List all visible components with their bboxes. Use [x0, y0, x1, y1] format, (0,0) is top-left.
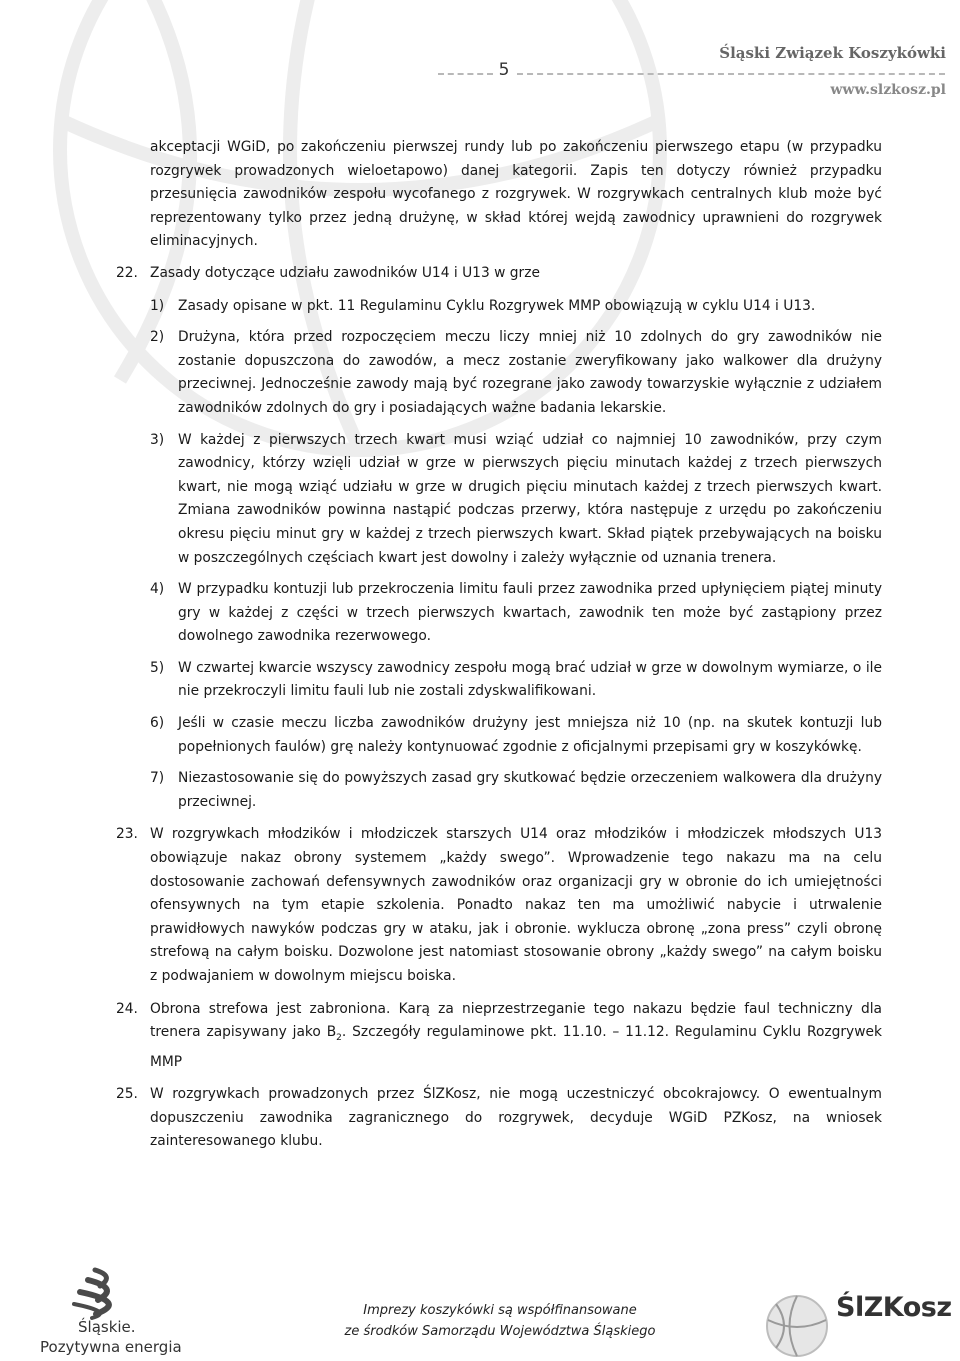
list-item [150, 295, 882, 319]
slzkosz-logo-text: ŚlZKosz [836, 1292, 952, 1323]
list-item-text: W każdej z pierwszych trzech kwart musi wziąć udział co najmniej 10 zawodników, przy czym zawodnicy, którzy wzięli udział w grze w pierwszych pięciu minutach każdej z trzech pierwszych kwart, nie mogą wziąć udziału w grze w drugich pięciu minutach każdej z trzech pierwszych kwart. Zmiana zawodników powinna nastąpić podczas przerwy, która następuje z urzędu po zakończeniu okresu pięciu minut gry w każdej z trzech pierwszych kwart. Skład piątek przebywających na boisku w poszczególnych częściach kwart jest dowolny i zależy wyłącznie od uznania trenera. [178, 431, 882, 566]
slaskie-name: Śląskie. [78, 1318, 136, 1336]
funding-line: Imprezy koszykówki są współfinansowane [363, 1303, 637, 1318]
list-item-number: 2) [150, 329, 165, 346]
section-title: Zasady dotyczące udziału zawodników U14 i U13 w grze [150, 264, 540, 281]
header-divider-left [438, 73, 493, 75]
page-footer [0, 1262, 960, 1361]
list-item [150, 712, 882, 759]
section-number: 25. [116, 1086, 138, 1103]
list-item-number: 3) [150, 431, 165, 448]
slaskie-tagline: Pozytywna energia [40, 1338, 182, 1356]
section-number: 24. [116, 1000, 138, 1017]
list-item [150, 326, 882, 420]
list-item-text: Jeśli w czasie meczu liczba zawodników drużyny jest mniejsza niż 10 (np. na skutek kontuzji lub popełnionych faulów) grę należy kontynuować zgodnie z oficjalnymi przepisami gry w koszykówkę. [178, 715, 882, 755]
page-header [0, 0, 960, 110]
intro-paragraph: akceptacji WGiD, po zakończeniu pierwszej rundy lub po zakończeniu pierwszego etapu (w przypadku rozgrywek prowadzonych wieloetapowo) danej kategorii. Zapis ten dotyczy również przypadku przesunięcia zawodników zespołu wycofanego z rozgrywek. W rozgrywkach centralnych klub może być reprezentowany tylko przez jedną drużynę, w skład której wejdą zawodnicy uprawnieni do rozgrywek eliminacyjnych. [150, 139, 882, 250]
page-number: 5 [498, 60, 510, 80]
list-item [150, 429, 882, 571]
list-item-text: W przypadku kontuzji lub przekroczenia limitu fauli przez zawodnika przed upłynięciem piątej minuty gry w każdej z części w trzech pierwszych kwartach, zawodnik ten może być zastąpiony przez dowolnego zawodnika rezerwowego. [178, 581, 882, 645]
list-item-number: 6) [150, 715, 165, 732]
section-number: 22. [116, 264, 138, 281]
section-22-list [150, 295, 882, 815]
list-item-number: 7) [150, 770, 165, 787]
header-divider-right [517, 73, 945, 75]
list-item [150, 657, 882, 704]
funding-note [330, 1300, 670, 1342]
list-item-number: 5) [150, 659, 165, 676]
section-text: Obrona strefowa jest zabroniona. Karą za nieprzestrzeganie tego nakazu będzie faul techniczny dla trenera zapisywany jako $B_2$. Szczegóły regulaminowe pkt. 11.10. – 11.12. Regulaminu Cyklu Rozgrywek MMP [150, 1000, 882, 1070]
section-text: W rozgrywkach prowadzonych przez ŚlZKosz, nie mogą uczestniczyć obcokrajowcy. O ewentualnym dopuszczeniu zawodnika zagranicznego do rozgrywek, decyduje WGiD PZKosz, na wniosek zainteresowanego klubu. [150, 1086, 882, 1150]
subscript: 2 [336, 1032, 342, 1043]
section-24 [116, 998, 882, 1075]
list-item-text: W czwartej kwarcie wszyscy zawodnicy zespołu mogą brać udział w grze w dowolnym wymiarze, o ile nie przekroczyli limitu fauli lub nie zostali zdyskwalifikowani. [178, 659, 882, 700]
organization-name: Śląski Związek Koszykówki [719, 44, 946, 62]
list-item-text: Niezastosowanie się do powyższych zasad gry skutkować będzie orzeczeniem walkowera dla drużyny przeciwnej. [178, 770, 882, 810]
section-number: 23. [116, 826, 138, 843]
list-item-number: 4) [150, 581, 165, 598]
section-text: W rozgrywkach młodzików i młodziczek starszych U14 oraz młodzików i młodziczek młodszych U13 obowiązuje nakaz obrony systemem „każdy swego”. Wprowadzenie tego nakazu ma na celu dostosowanie zachowań defensywnych zawodników oraz organizacji gry w obronie do ich umiejętności ofensywnych na tym etapie szkolenia. Ponadto nakaz ten ma umożliwić nabycie i utrwalenie prawidłowych nawyków podczas gry w ataku, jak i obronie. wyklucza obronę „zona press” czyli obronę strefową na całym boisku. Dozwolone jest natomiast stosowanie obrony „każdy swego” na całym boisku z podwajaniem w dowolnym miejscu boiska. [150, 826, 882, 984]
list-item-text: Zasady opisane w pkt. 11 Regulaminu Cyklu Rozgrywek MMP obowiązują w cyklu U14 i U13. [178, 297, 816, 314]
list-item-text: Drużyna, która przed rozpoczęciem meczu liczy mniej niż 10 zdolnych do gry zawodników nie zostanie dopuszczona do zawodów, a mecz zostanie zweryfikowany jako walkower dla drużyny przeciwnej. Jednocześnie zawody mają być rozegrane jako zawody towarzyskie wyłącznie z udziałem zawodników zdolnych do gry i posiadających ważne badania lekarskie. [178, 329, 882, 416]
list-item [150, 578, 882, 649]
list-item [150, 767, 882, 814]
document-body [116, 136, 882, 1154]
section-23 [116, 823, 882, 988]
section-22 [116, 262, 882, 286]
website-link[interactable]: www.slzkosz.pl [830, 82, 946, 98]
list-item-number: 1) [150, 297, 165, 314]
section-25 [116, 1083, 882, 1154]
funding-line: ze środków Samorządu Województwa Śląskiego [344, 1324, 656, 1339]
